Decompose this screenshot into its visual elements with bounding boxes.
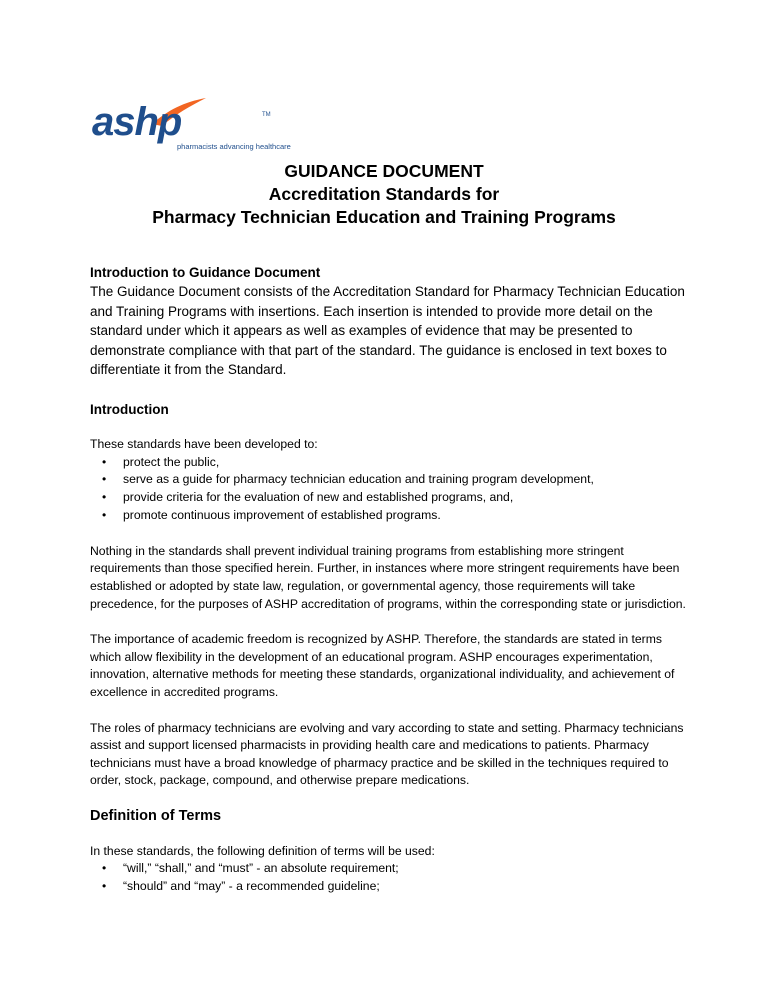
- intro-guidance-text: The Guidance Document consists of the Accreditation Standard for Pharmacy Technician Education and Training Programs with insertions. Each insertion is intended to provide more detail on the standard under which it appears as well as examples of evidence that may be presented to demonstrate compliance with that part of the standard. The guidance is enclosed in text boxes to differentiate it from the Standard.: [90, 284, 685, 378]
- ashp-logo: [92, 98, 312, 150]
- list-item: • provide criteria for the evaluation of new and established programs, and,: [90, 489, 690, 507]
- definitions-list: [90, 860, 690, 896]
- list-item: • “will,” “shall,” and “must” - an absolute requirement;: [90, 860, 690, 878]
- intro-guidance-heading: Introduction to Guidance Document: [90, 265, 321, 280]
- title-line-3: Pharmacy Technician Education and Training Programs: [152, 207, 616, 227]
- logo-trademark: TM: [262, 112, 271, 118]
- list-item: • protect the public,: [90, 454, 690, 472]
- introduction-heading: Introduction: [90, 401, 169, 417]
- document-body: [90, 263, 690, 896]
- title-line-1: GUIDANCE DOCUMENT: [284, 161, 484, 181]
- introduction-para-2: The importance of academic freedom is recognized by ASHP. Therefore, the standards are stated in terms which allow flexibility in the development of an educational program. ASHP encourages experimentation, innovation, alternative methods for meeting these standards, organizational individuality, and achievement of excellence in accredited programs.: [90, 632, 675, 699]
- document-title: [0, 160, 768, 229]
- introduction-para-1: Nothing in the standards shall prevent individual training programs from establishing more stringent requirements than those specified herein. Further, in instances where more stringent requirements have been established or adopted by state law, regulation, or governmental agency, those requirements will take precedence, for the purposes of ASHP accreditation of programs, within the corresponding state or jurisdiction.: [90, 543, 686, 611]
- definitions-heading: Definition of Terms: [90, 807, 222, 824]
- definitions-lead: In these standards, the following definition of terms will be used:: [90, 843, 435, 858]
- list-item: • promote continuous improvement of established programs.: [90, 507, 690, 525]
- introduction-list: [90, 454, 690, 525]
- logo-wordmark: ashp: [92, 100, 182, 144]
- title-line-2: Accreditation Standards for: [268, 184, 500, 204]
- logo-tagline: pharmacists advancing healthcare: [177, 142, 291, 151]
- introduction-lead: These standards have been developed to:: [90, 436, 318, 451]
- introduction-para-3: The roles of pharmacy technicians are evolving and vary according to state and setting. Pharmacy technicians assist and support licensed pharmacists in providing health care and medications to patients. Pharmacy technicians must have a broad knowledge of pharmacy practice and be skilled in the techniques required to order, stock, package, compound, and otherwise prepare medications.: [90, 720, 684, 788]
- list-item: • serve as a guide for pharmacy technician education and training program development,: [90, 471, 690, 489]
- list-item: • “should” and “may” - a recommended guideline;: [90, 878, 690, 896]
